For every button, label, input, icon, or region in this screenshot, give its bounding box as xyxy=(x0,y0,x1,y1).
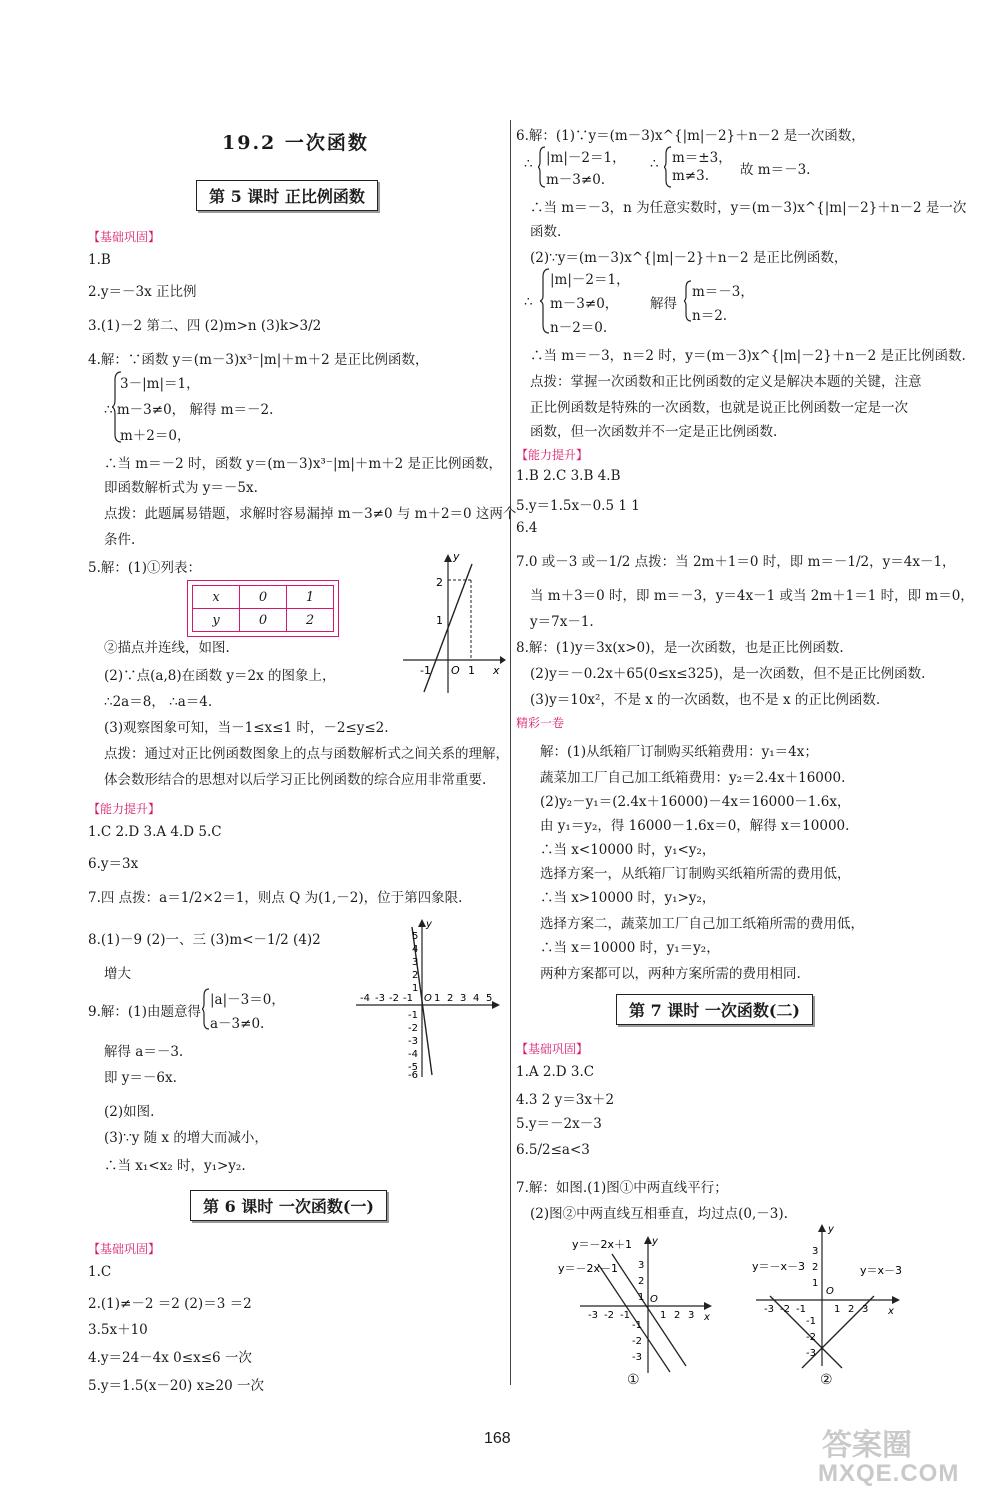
line-label: y＝－x－3 xyxy=(752,1260,806,1273)
answer-c1: 1.B 2.C 3.B 4.B xyxy=(516,468,621,484)
graph-y-neg6x xyxy=(352,915,502,1080)
origin-label: O xyxy=(650,1294,658,1305)
answer-l4e: ∴当 m＝－2 时，函数 y＝(m－3)x³⁻|m|＋m＋2 是正比例函数， xyxy=(104,456,503,472)
answer-a8: 8.(1)－9 (2)一、三 (3)m<－1/2 (4)2 xyxy=(88,932,321,948)
answer-a9d: (2)如图. xyxy=(104,1104,155,1120)
answer-r6h: 函数，但一次函数并不一定是正比例函数. xyxy=(530,424,778,440)
tick-label: 4 xyxy=(412,944,419,955)
x-axis-arrow xyxy=(492,1001,500,1009)
answer-r6e: ∴当 m＝－3，n＝2 时，y＝(m－3)x^{|m|－2}＋n－2 是正比例函数. xyxy=(530,348,966,364)
lesson6-title: 第 6 课时 一次函数(一) xyxy=(190,1190,387,1221)
y-label: y xyxy=(426,919,432,930)
tick-label: 1 xyxy=(434,993,441,1004)
table-cell: 1 xyxy=(287,586,334,609)
lesson7-title: 第 7 课时 一次函数(二) xyxy=(616,994,813,1025)
answer-l5d: ∴2a＝8， ∴a＝4. xyxy=(104,694,213,710)
tick-label: 2 xyxy=(812,1262,819,1273)
tick-label: 1 xyxy=(660,1310,667,1321)
value-table xyxy=(187,580,339,637)
answer-r6v1: m＝－3， xyxy=(692,284,754,300)
tick-label: 3 xyxy=(412,957,419,968)
tick-label: 2 xyxy=(638,1276,645,1287)
tick-label: -3 xyxy=(588,1310,598,1321)
brace-icon xyxy=(540,268,550,334)
answer-a7: 7.四 点拨：a＝1/2×2＝1，则点 Q 为(1,－2)，位于第四象限. xyxy=(88,890,463,906)
line-label: y＝x－3 xyxy=(860,1264,903,1277)
answer-l5b: ②描点并连线，如图. xyxy=(104,640,230,656)
answer-r6g: 正比例函数是特殊的一次函数，也就是说正比例函数一定是一次 xyxy=(530,400,908,416)
tick-label: -1 xyxy=(620,1310,630,1321)
answer-r6u2: m－3≠0， xyxy=(550,296,619,312)
answer-b5: 5.y＝1.5(x－20) x≥20 一次 xyxy=(88,1378,264,1394)
answer-r6d: (2)∵y＝(m－3)x^{|m|－2}＋n－2 是正比例函数， xyxy=(530,250,848,266)
therefore-symbol: ∴ xyxy=(524,294,533,310)
origin-label: O xyxy=(424,993,432,1004)
tick-label: -2 xyxy=(780,1304,790,1315)
answer-e4: 4.3 2 y＝3x＋2 xyxy=(516,1092,615,1108)
tick-label: -3 xyxy=(408,1036,418,1047)
tick-label: 1 xyxy=(436,614,443,627)
table-cell: 0 xyxy=(240,586,287,609)
tick-label: -2 xyxy=(604,1310,614,1321)
origin-label: O xyxy=(451,664,460,677)
brace-icon xyxy=(664,146,672,188)
answer-d5: ∴当 x<10000 时，y₁<y₂， xyxy=(540,842,716,858)
tick-label: -1 xyxy=(403,993,413,1004)
tick-label: -3 xyxy=(806,1348,816,1359)
answer-r6t2: m≠3. xyxy=(672,168,709,184)
watermark-logo: MXQE.COM xyxy=(818,1460,960,1487)
y-axis-arrow xyxy=(644,1236,652,1244)
tick-label: 3 xyxy=(812,1246,819,1257)
answer-l5e: (3)观察图象可知，当－1≤x≤1 时，－2≤y≤2. xyxy=(104,720,389,736)
tag-basic: 【 基础巩固 】 xyxy=(516,1040,588,1057)
tick-label: -1 xyxy=(632,1320,642,1331)
answer-b1: 1.C xyxy=(88,1264,112,1280)
answer-c7c: y＝7x－1. xyxy=(530,614,594,630)
answer-a8b: 增大 xyxy=(104,966,131,982)
tick-label: 2 xyxy=(848,1304,855,1315)
y-label: y xyxy=(652,1236,658,1247)
answer-e6: 6.5/2≤a<3 xyxy=(516,1142,590,1158)
answer-d10: 两种方案都可以，两种方案所需的费用相同. xyxy=(540,966,801,982)
answer-r6u1: |m|－2＝1， xyxy=(550,272,630,288)
tick-label: 1 xyxy=(412,983,419,994)
tick-label: 2 xyxy=(436,576,443,589)
answer-r6s1: |m|－2＝1， xyxy=(546,150,626,166)
tick-label: -5 xyxy=(408,1062,418,1073)
answer-e7b: (2)图②中两直线互相垂直，均过点(0,－3). xyxy=(530,1206,788,1222)
tag-ability: 【 能力提升 】 xyxy=(88,800,160,817)
answer-r6a: 6.解：(1)∵y＝(m－3)x^{|m|－2}＋n－2 是一次函数， xyxy=(516,128,865,144)
answer-d9: ∴当 x＝10000 时，y₁＝y₂， xyxy=(540,940,720,956)
answer-l4c: ∴ m－3≠0， 解得 m＝－2. xyxy=(104,402,274,418)
tick-label: 2 xyxy=(674,1310,681,1321)
graph-y-2x xyxy=(398,548,508,696)
therefore-symbol: ∴ xyxy=(524,156,533,172)
tick-label: -2 xyxy=(408,1023,418,1034)
answer-c6: 6.4 xyxy=(516,520,538,536)
figure-1-parallel xyxy=(556,1228,720,1376)
answer-r6res: 故 m＝－3. xyxy=(740,162,811,178)
answer-a9a: 9.解：(1)由题意得 xyxy=(88,1004,202,1020)
tick-label: 4 xyxy=(473,993,480,1004)
tick-label: -1 xyxy=(806,1316,816,1327)
answer-d6: 选择方案一，从纸箱厂订制购买纸箱所需的费用低， xyxy=(540,866,851,882)
x-axis-arrow xyxy=(892,1296,900,1304)
tick-label: -4 xyxy=(408,1049,418,1060)
table-cell: 0 xyxy=(240,609,287,632)
table-cell: 2 xyxy=(287,609,334,632)
answer-l4g: 点拨：此题属易错题，求解时容易漏掉 m－3≠0 与 m＋2＝0 这两个 xyxy=(104,506,517,522)
answer-d2: 蔬菜加工厂自己加工纸箱费用：y₂＝2.4x＋16000. xyxy=(540,770,846,786)
tick-label: -6 xyxy=(408,1070,418,1080)
x-axis-arrow xyxy=(500,656,506,664)
y-label: y xyxy=(828,1224,834,1235)
tick-label: 3 xyxy=(688,1310,695,1321)
answer-b2: 2.(1)≠－2 ＝2 (2)＝3 ＝2 xyxy=(88,1296,252,1312)
answer-a9c: 即 y＝－6x. xyxy=(104,1070,177,1086)
tag-basic: 【 基础巩固 】 xyxy=(88,228,160,245)
x-label: x xyxy=(704,1312,710,1323)
answer-b4: 4.y＝24－4x 0≤x≤6 一次 xyxy=(88,1350,252,1366)
answer-d3: (2)y₂－y₁＝(2.4x＋16000)－4x＝16000－1.6x， xyxy=(540,794,851,810)
tick-label: 5 xyxy=(412,931,419,942)
lesson5-title: 第 5 课时 正比例函数 xyxy=(196,180,378,211)
tick-label: 3 xyxy=(862,1304,869,1315)
brace-icon xyxy=(684,280,692,322)
answer-a9sys2: a－3≠0. xyxy=(210,1016,265,1032)
tick-label: 1 xyxy=(468,664,475,677)
answer-l4d: m＋2＝0， xyxy=(120,428,191,444)
tick-label: -1 xyxy=(408,1010,418,1021)
answer-r6f: 点拨：掌握一次函数和正比例函数的定义是解决本题的关键，注意 xyxy=(530,374,922,390)
figure-2-perpendicular xyxy=(748,1220,908,1370)
table-cell: y xyxy=(193,609,240,632)
tick-label: -3 xyxy=(764,1304,774,1315)
answer-l2: 2.y＝－3x 正比例 xyxy=(88,284,197,300)
answer-l5a: 5.解：(1)①列表： xyxy=(88,560,202,576)
answer-e7a: 7.解：如图.(1)图①中两直线平行； xyxy=(516,1180,728,1196)
answer-d1: 解：(1)从纸箱厂订制购买纸箱费用：y₁＝4x； xyxy=(540,744,818,760)
tick-label: -2 xyxy=(389,993,399,1004)
answer-e5: 5.y＝－2x－3 xyxy=(516,1116,602,1132)
answer-r6b: ∴当 m＝－3，n 为任意实数时，y＝(m－3)x^{|m|－2}＋n－2 是一次 xyxy=(530,200,967,216)
answer-r6sol: 解得 xyxy=(650,296,677,312)
tick-label: 1 xyxy=(812,1278,819,1289)
brace-icon xyxy=(538,146,546,188)
answer-c7a: 7.0 或－3 或－1/2 点拨：当 2m＋1＝0 时，即 m＝－1/2，y＝4x－1， xyxy=(516,554,956,570)
answer-l3: 3.(1)－2 第二、四 (2)m>n (3)k>3/2 xyxy=(88,318,322,334)
answer-r6v2: n＝2. xyxy=(692,308,728,324)
x-label: x xyxy=(888,1306,894,1317)
answer-c8a: 8.解：(1)y＝3x(x>0)，是一次函数，也是正比例函数. xyxy=(516,640,844,656)
answer-c8b: (2)y＝－0.2x＋65(0≤x≤325)，是一次函数，但不是正比例函数. xyxy=(530,666,926,682)
y-axis-arrow xyxy=(444,554,452,562)
answer-l5c: (2)∵点(a,8)在函数 y＝2x 的图象上， xyxy=(104,668,336,684)
table-cell: x xyxy=(193,586,240,609)
answer-r6t1: m＝±3， xyxy=(672,150,732,166)
tick-label: -1 xyxy=(796,1304,806,1315)
answer-c5: 5.y＝1.5x－0.5 1 1 xyxy=(516,498,640,514)
answer-l4f: 即函数解析式为 y＝－5x. xyxy=(104,480,258,496)
tick-label: 1 xyxy=(834,1304,841,1315)
tick-label: -2 xyxy=(806,1332,816,1343)
answer-a9sys1: |a|－3＝0， xyxy=(210,992,285,1008)
tick-label: -1 xyxy=(420,664,431,677)
answer-c7b: 当 m＋3＝0 时，即 m＝－3，y＝4x－1 或当 2m＋1＝1 时，即 m＝0， xyxy=(530,588,974,604)
tag-jingcai: 精彩一卷 xyxy=(516,716,565,730)
answer-l4b: 3－|m|＝1， xyxy=(120,376,200,392)
answer-l4a: 4.解：∵函数 y＝(m－3)x³⁻|m|＋m＋2 是正比例函数， xyxy=(88,352,429,368)
tick-label: 3 xyxy=(638,1260,645,1271)
answer-l5g: 体会数形结合的思想对以后学习正比例函数的综合应用非常重要. xyxy=(104,772,487,788)
tick-label: 2 xyxy=(447,993,454,1004)
y-axis-arrow xyxy=(818,1224,826,1232)
y-axis-arrow xyxy=(418,919,426,927)
x-label: x xyxy=(493,664,500,677)
brace-icon xyxy=(112,370,122,444)
answer-e1: 1.A 2.D 3.C xyxy=(516,1064,595,1080)
tick-label: 3 xyxy=(460,993,467,1004)
answer-l4h: 条件. xyxy=(104,532,136,548)
tag-ability: 【 能力提升 】 xyxy=(516,446,588,463)
watermark-logo-cn: 答案圈 xyxy=(822,1429,912,1462)
answer-a6: 6.y＝3x xyxy=(88,856,139,872)
answer-c8c: (3)y＝10x²，不是 x 的一次函数，也不是 x 的正比例函数. xyxy=(530,692,881,708)
answer-d4: 由 y₁＝y₂，得 16000－1.6x＝0，解得 x＝10000. xyxy=(540,818,850,834)
section-title: 19.2 一次函数 xyxy=(222,132,369,154)
figure-2-caption: ② xyxy=(820,1372,833,1388)
origin-label: O xyxy=(826,1286,834,1297)
tick-label: 5 xyxy=(486,993,493,1004)
answer-a1: 1.C 2.D 3.A 4.D 5.C xyxy=(88,824,222,840)
answer-a9f: ∴当 x₁<x₂ 时，y₁>y₂. xyxy=(104,1158,246,1174)
tick-label: -3 xyxy=(632,1352,642,1363)
tag-basic: 【 基础巩固 】 xyxy=(88,1240,160,1257)
answer-a9e: (3)∵y 随 x 的增大而减小， xyxy=(104,1130,268,1146)
line-label: y＝－2x＋1 xyxy=(572,1238,633,1251)
tick-label: -3 xyxy=(375,993,385,1004)
tick-label: 1 xyxy=(638,1292,645,1303)
brace-icon xyxy=(202,988,210,1030)
tick-label: 2 xyxy=(412,970,419,981)
tick-label: -4 xyxy=(360,993,370,1004)
line-label: y＝－2x－1 xyxy=(558,1262,619,1275)
answer-b3: 3.5x＋10 xyxy=(88,1322,148,1338)
answer-r6c: 函数. xyxy=(530,224,562,240)
answer-a9b: 解得 a＝－3. xyxy=(104,1044,184,1060)
answer-l1: 1.B xyxy=(88,252,111,268)
answer-r6s2: m－3≠0. xyxy=(546,172,606,188)
answer-r6u3: n－2＝0. xyxy=(550,320,608,336)
therefore-symbol: ∴ xyxy=(650,156,659,172)
y-label: y xyxy=(453,550,460,563)
answer-d8: 选择方案二，蔬菜加工厂自己加工纸箱所需的费用低， xyxy=(540,916,864,932)
tick-label: -2 xyxy=(632,1336,642,1347)
x-axis-arrow xyxy=(704,1302,712,1310)
page-number: 168 xyxy=(484,1430,511,1447)
answer-l5f: 点拨：通过对正比例函数图象上的点与函数解析式之间关系的理解， xyxy=(104,746,509,762)
column-divider xyxy=(510,120,511,1385)
figure-1-caption: ① xyxy=(627,1372,640,1388)
answer-d7: ∴当 x>10000 时，y₁>y₂， xyxy=(540,890,716,906)
